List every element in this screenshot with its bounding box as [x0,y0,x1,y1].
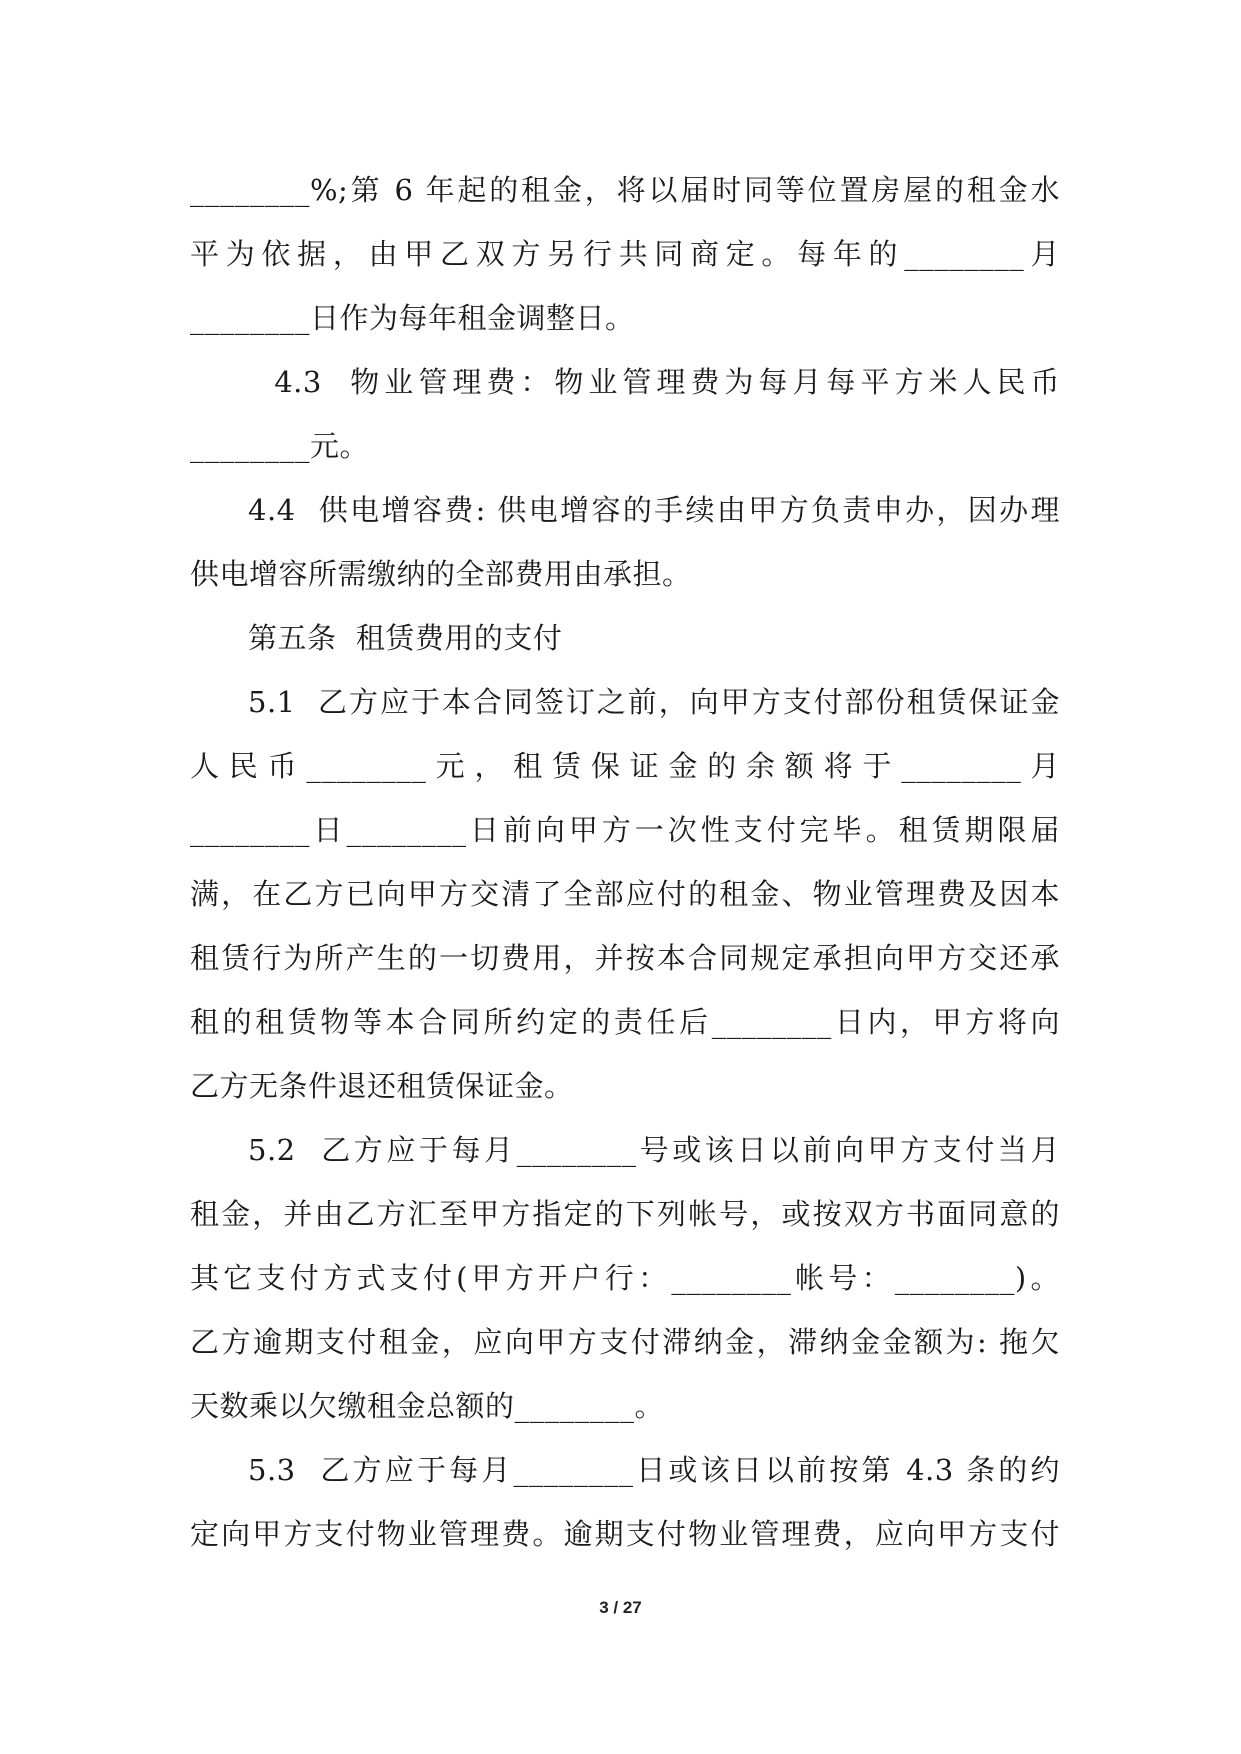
text-line: 租赁行为所产生的一切费用，并按本合同规定承担向甲方交还承 [190,941,1060,975]
text-line: 供电增容所需缴纳的全部费用由承担。 [190,557,692,591]
text-line: ________日作为每年租金调整日。 [190,301,635,335]
text-line: 4.3 物业管理费：物业管理费为每月每平方米人民币 [260,365,1060,399]
text-line: ________日________日前向甲方一次性支付完毕。租赁期限届 [190,813,1060,847]
text-line: 乙方无条件退还租赁保证金。 [190,1069,574,1103]
section-heading: 第五条 租赁费用的支付 [248,621,563,655]
document-body [190,158,1060,1566]
text-line: 租金，并由乙方汇至甲方指定的下列帐号，或按双方书面同意的 [190,1197,1060,1231]
text-line: 5.3 乙方应于每月________日或该日以前按第 4.3 条的约 [248,1453,1060,1487]
text-line: 平为依据，由甲乙双方另行共同商定。每年的________月 [190,237,1060,271]
text-line: ________%;第 6 年起的租金，将以届时同等位置房屋的租金水 [190,173,1060,207]
text-line: 5.1 乙方应于本合同签订之前，向甲方支付部份租赁保证金 [248,685,1060,719]
text-line: 租的租赁物等本合同所约定的责任后________日内，甲方将向 [190,1005,1060,1039]
text-line: 满，在乙方已向甲方交清了全部应付的租金、物业管理费及因本 [190,877,1060,911]
text-line: 乙方逾期支付租金，应向甲方支付滞纳金，滞纳金金额为: 拖欠 [190,1325,1060,1359]
text-line: 4.4 供电增容费: 供电增容的手续由甲方负责申办，因办理 [248,493,1060,527]
text-line: 天数乘以欠缴租金总额的________。 [190,1389,665,1423]
text-line: 其它支付方式支付(甲方开户行：________帐号：________)。 [190,1261,1060,1295]
text-line: 人民币________元，租赁保证金的余额将于________月 [190,749,1060,783]
page-number: 3 / 27 [599,1598,642,1617]
text-line: 定向甲方支付物业管理费。逾期支付物业管理费，应向甲方支付 [190,1517,1060,1551]
text-line: 5.2 乙方应于每月________号或该日以前向甲方支付当月 [248,1133,1060,1167]
text-line: ________元。 [190,429,370,463]
